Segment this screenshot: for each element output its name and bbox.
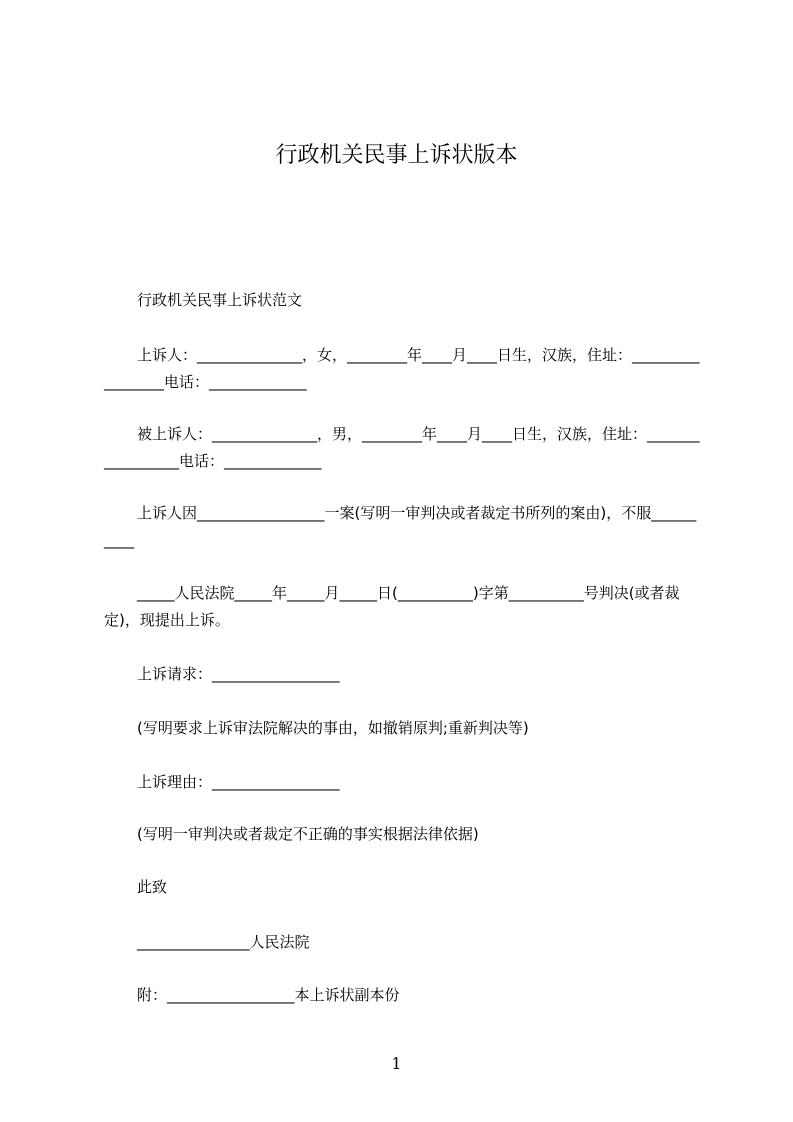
appellee-paragraph: 被上诉人：______________，男，________年____月____日生，汉族，住址：_________________电话：_____________: [104, 425, 700, 470]
appellant-paragraph: 上诉人：______________，女，________年____月____日生，汉族，住址：_________________电话：_____________: [104, 346, 700, 391]
appeal-request-paragraph: 上诉请求：_________________: [137, 665, 340, 683]
appeal-reason-paragraph: 上诉理由：_________________: [137, 773, 340, 791]
court-addressee-paragraph: _______________人民法院: [137, 933, 310, 951]
appeal-request-note: (写明要求上诉审法院解决的事由，如撤销原判;重新判决等): [137, 719, 529, 737]
judgment-paragraph: _____人民法院_____年_____月_____日(__________)字第__________号判决(或者裁定)，现提出上诉。: [104, 584, 680, 629]
page-number: 1: [391, 1054, 402, 1073]
case-cause-paragraph: 上诉人因_________________一案(写明一审判决或者裁定书所列的案由)，不服__________: [104, 504, 697, 549]
salutation-paragraph: 此致: [137, 878, 168, 896]
subtitle-paragraph: 行政机关民事上诉状范文: [137, 291, 303, 309]
attachment-paragraph: 附：_________________本上诉状副本份: [137, 986, 400, 1004]
document-title: 行政机关民事上诉状版本: [275, 143, 518, 168]
appeal-reason-note: (写明一审判决或者裁定不正确的事实根据法律依据): [137, 825, 479, 843]
